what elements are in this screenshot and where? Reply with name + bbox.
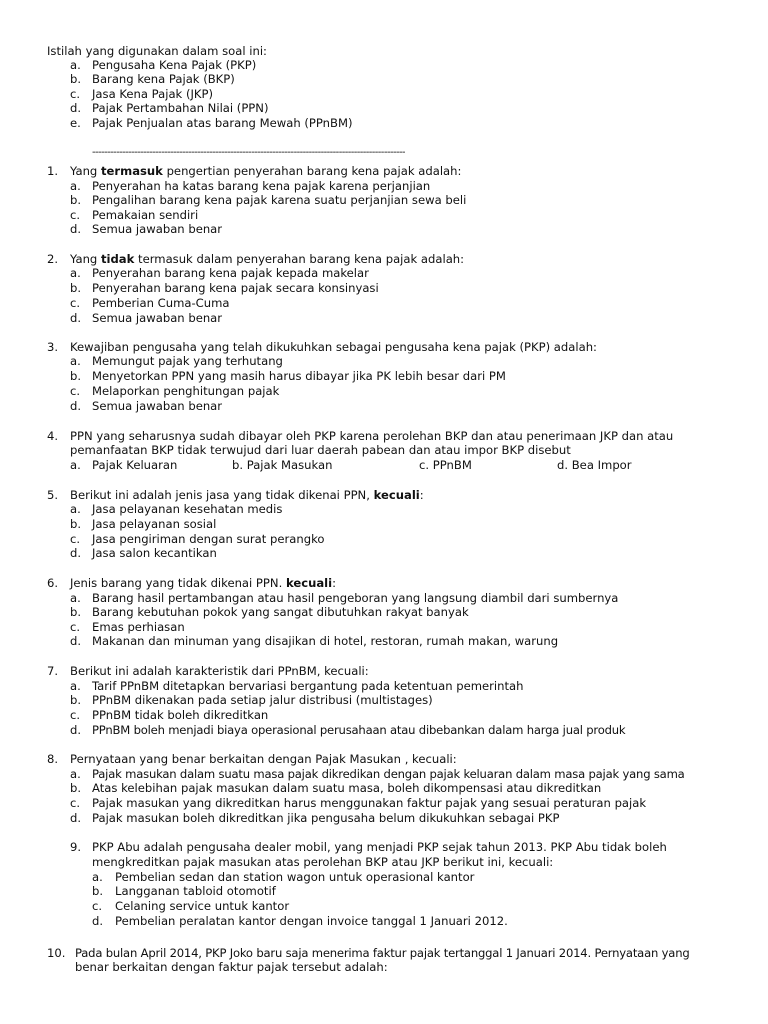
option-text: Semua jawaban benar <box>92 311 223 325</box>
question-stem: Kewajiban pengusaha yang telah dikukuhkan sebagai pengusaha kena pajak (PKP) adalah: <box>70 340 597 354</box>
option-marker: b. <box>70 693 82 707</box>
question-stem: Yang termasuk pengertian penyerahan barang kena pajak adalah: <box>70 164 462 178</box>
option-text: Pemakaian sendiri <box>92 208 199 222</box>
question-stem: Berikut ini adalah jenis jasa yang tidak dikenai PPN, kecuali: <box>70 488 424 502</box>
term-text: Pengusaha Kena Pajak (PKP) <box>92 58 257 72</box>
option-text: Barang hasil pertambangan atau hasil pengeboran yang langsung diambil dari sumbernya <box>92 591 619 605</box>
option-marker: d. <box>70 399 82 413</box>
option-text: Jasa pelayanan sosial <box>92 517 217 531</box>
option-marker: a. <box>70 591 81 605</box>
option-text: Barang kebutuhan pokok yang sangat dibutuhkan rakyat banyak <box>92 605 469 619</box>
option-text: Melaporkan penghitungan pajak <box>92 384 280 398</box>
question-number: 10. <box>47 946 66 960</box>
option-marker: c. <box>70 208 81 222</box>
option-marker: a. <box>70 266 81 280</box>
option-text: Penyerahan ha katas barang kena pajak karena perjanjian <box>92 179 431 193</box>
option-text: Pengalihan barang kena pajak karena suatu perjanjian sewa beli <box>92 193 467 207</box>
option-marker: a. <box>92 870 103 884</box>
option-marker: c. <box>70 384 81 398</box>
option-marker: c. <box>70 296 81 310</box>
option-marker: a. <box>70 354 81 368</box>
option-text: d. Bea Impor <box>557 458 632 472</box>
option-text: PPnBM boleh menjadi biaya operasional perusahaan atau dibebankan dalam harga jual produk <box>92 723 626 737</box>
option-text: Jasa pelayanan kesehatan medis <box>92 502 283 516</box>
option-marker: c. <box>70 708 81 722</box>
question-stem-line1: Pada bulan April 2014, PKP Joko baru saja menerima faktur pajak tertanggal 1 Januari 2014. Pernyataan yang <box>75 946 690 960</box>
option-marker: b. <box>70 517 82 531</box>
option-marker: c. <box>92 899 103 913</box>
option-text: Makanan dan minuman yang disajikan di hotel, restoran, rumah makan, warung <box>92 634 559 648</box>
option-text: Menyetorkan PPN yang masih harus dibayar jika PK lebih besar dari PM <box>92 369 506 383</box>
question-stem: Yang tidak termasuk dalam penyerahan barang kena pajak adalah: <box>70 252 465 266</box>
question-number: 3. <box>47 340 59 354</box>
option-marker: d. <box>70 546 82 560</box>
option-text: Pembelian peralatan kantor dengan invoice tanggal 1 Januari 2012. <box>115 914 508 928</box>
option-text: Jasa salon kecantikan <box>92 546 217 560</box>
option-marker: c. <box>70 620 81 634</box>
option-marker: a. <box>70 767 81 781</box>
option-marker: d. <box>70 723 82 737</box>
option-marker: b. <box>70 281 82 295</box>
question-stem-line1: PKP Abu adalah pengusaha dealer mobil, yang menjadi PKP sejak tahun 2013. PKP Abu tidak boleh <box>92 840 667 854</box>
term-text: Barang kena Pajak (BKP) <box>92 72 235 86</box>
option-marker: b. <box>70 781 82 795</box>
option-text: Semua jawaban benar <box>92 399 223 413</box>
question-number: 2. <box>47 252 59 266</box>
option-marker: d. <box>70 222 82 236</box>
option-text: Pajak masukan yang dikreditkan harus menggunakan faktur pajak yang sesuai peraturan pajak <box>92 796 647 810</box>
term-marker: a. <box>70 58 81 72</box>
option-marker: d. <box>92 914 104 928</box>
option-text: Emas perhiasan <box>92 620 185 634</box>
question-stem: Jenis barang yang tidak dikenai PPN. kecuali: <box>70 576 337 590</box>
option-text: Semua jawaban benar <box>92 222 223 236</box>
option-marker: d. <box>70 811 82 825</box>
option-marker: a. <box>70 458 81 472</box>
option-text: Pembelian sedan dan station wagon untuk operasional kantor <box>115 870 475 884</box>
option-marker: b. <box>92 884 104 898</box>
question-stem: Pernyataan yang benar berkaitan dengan Pajak Masukan , kecuali: <box>70 752 457 766</box>
question-number: 8. <box>47 752 59 766</box>
option-marker: b. <box>70 369 82 383</box>
question-number: 7. <box>47 664 59 678</box>
term-text: Pajak Penjualan atas barang Mewah (PPnBM) <box>92 116 353 130</box>
option-text: b. Pajak Masukan <box>232 458 333 472</box>
option-text: Memungut pajak yang terhutang <box>92 354 283 368</box>
option-text: PPnBM tidak boleh dikreditkan <box>92 708 269 722</box>
option-marker: b. <box>70 605 82 619</box>
option-text: Pemberian Cuma-Cuma <box>92 296 230 310</box>
option-marker: d. <box>70 311 82 325</box>
question-number: 5. <box>47 488 59 502</box>
option-text: Celaning service untuk kantor <box>115 899 290 913</box>
option-marker: c. <box>70 796 81 810</box>
option-text: c. PPnBM <box>419 458 472 472</box>
option-marker: a. <box>70 679 81 693</box>
option-text: PPnBM dikenakan pada setiap jalur distribusi (multistages) <box>92 693 433 707</box>
question-number: 4. <box>47 429 59 443</box>
option-marker: a. <box>70 179 81 193</box>
term-marker: c. <box>70 87 81 101</box>
option-text: Jasa pengiriman dengan surat perangko <box>92 532 325 546</box>
question-stem-line2: benar berkaitan dengan faktur pajak tersebut adalah: <box>75 960 388 974</box>
question-stem-line2: mengkreditkan pajak masukan atas perolehan BKP atau JKP berikut ini, kecuali: <box>92 855 554 869</box>
question-number: 6. <box>47 576 59 590</box>
option-marker: c. <box>70 532 81 546</box>
term-marker: b. <box>70 72 82 86</box>
option-text: Atas kelebihan pajak masukan dalam suatu masa, boleh dikompensasi atau dikreditkan <box>92 781 602 795</box>
option-text: Langganan tabloid otomotif <box>115 884 276 898</box>
term-text: Pajak Pertambahan Nilai (PPN) <box>92 101 269 115</box>
question-number: 1. <box>47 164 59 178</box>
question-stem-line1: PPN yang seharusnya sudah dibayar oleh PKP karena perolehan BKP dan atau penerimaan JKP dan atau <box>70 429 674 443</box>
question-stem: Berikut ini adalah karakteristik dari PPnBM, kecuali: <box>70 664 369 678</box>
option-text: Pajak masukan boleh dikreditkan jika pengusaha belum dikukuhkan sebagai PKP <box>92 811 560 825</box>
term-marker: e. <box>70 116 81 130</box>
option-marker: b. <box>70 193 82 207</box>
intro-heading: Istilah yang digunakan dalam soal ini: <box>47 44 267 58</box>
question-number: 9. <box>70 840 82 854</box>
option-text: Penyerahan barang kena pajak kepada makelar <box>92 266 369 280</box>
option-marker: a. <box>70 502 81 516</box>
question-stem-line2: pemanfaatan BKP tidak terwujud dari luar daerah pabean dan atau impor BKP disebut <box>70 443 571 457</box>
separator-line: -------------------------------------------------------------------------------------------------------- <box>92 147 405 158</box>
option-text: Tarif PPnBM ditetapkan bervariasi bergantung pada ketentuan pemerintah <box>92 679 524 693</box>
option-text: Pajak Keluaran <box>92 458 178 472</box>
term-marker: d. <box>70 101 82 115</box>
option-text: Penyerahan barang kena pajak secara konsinyasi <box>92 281 379 295</box>
term-text: Jasa Kena Pajak (JKP) <box>92 87 214 101</box>
option-text: Pajak masukan dalam suatu masa pajak dikredikan dengan pajak keluaran dalam masa pajak yang sama <box>92 767 685 781</box>
option-marker: d. <box>70 634 82 648</box>
